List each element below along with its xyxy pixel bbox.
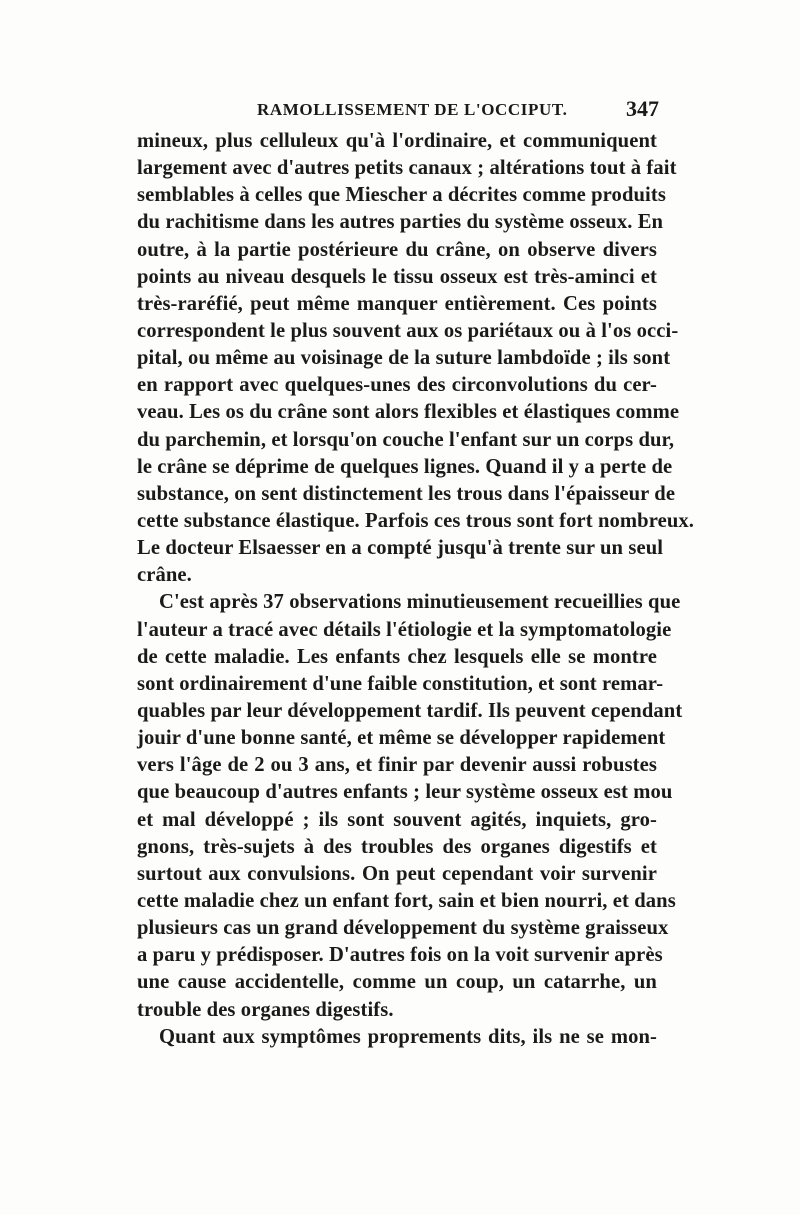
text-line: cette substance élastique. Parfois ces trous sont fort nombreux. [137, 509, 695, 532]
text-line: a paru y prédisposer. D'autres fois on la voit survenir après [137, 944, 663, 967]
text-line: plusieurs cas un grand développement du système graisseux [137, 917, 669, 940]
text-line: que beaucoup d'autres enfants ; leur système osseux est mou [137, 781, 673, 804]
text-line: cette maladie chez un enfant fort, sain et bien nourri, et dans [137, 889, 676, 912]
text-line: pital, ou même au voisinage de la suture lambdoïde ; ils sont [137, 347, 671, 370]
text-line: sont ordinairement d'une faible constitution, et sont remar- [137, 672, 664, 695]
text-line: largement avec d'autres petits canaux ; altérations tout à fait [137, 157, 677, 180]
text-line: du parchemin, et lorsqu'on couche l'enfant sur un corps dur, [137, 428, 675, 451]
running-title: RAMOLLISSEMENT DE L'OCCIPUT. [257, 100, 568, 119]
text-line: en rapport avec quelques-unes des circonvolutions du cer- [137, 374, 657, 397]
text-line: gnons, très-sujets à des troubles des organes digestifs et [137, 835, 657, 858]
text-line: quables par leur développement tardif. Ils peuvent cependant [137, 699, 683, 722]
text-line: mineux, plus celluleux qu'à l'ordinaire, et communiquent [137, 130, 657, 152]
text-line: et mal développé ; ils sont souvent agités, inquiets, gro- [137, 808, 657, 831]
page-number: 347 [626, 96, 659, 121]
text-line: vers l'âge de 2 ou 3 ans, et finir par devenir aussi robustes [137, 754, 657, 777]
paragraph-start-line: Quant aux symptômes proprements dits, ils ne se mon- [159, 1025, 657, 1048]
text-line: trouble des organes digestifs. [137, 998, 394, 1021]
text-line: du rachitisme dans les autres parties du système osseux. En [137, 211, 664, 234]
text-line: de cette maladie. Les enfants chez lesquels elle se montre [137, 645, 657, 668]
text-line: semblables à celles que Miescher a décrites comme produits [137, 184, 666, 207]
text-line: le crâne se déprime de quelques lignes. Quand il y a perte de [137, 455, 673, 478]
text-line: veau. Les os du crâne sont alors flexibles et élastiques comme [137, 401, 680, 424]
text-line: surtout aux convulsions. On peut cependant voir survenir [137, 862, 657, 885]
text-line: points au niveau desquels le tissu osseux est très-aminci et [137, 265, 657, 288]
paragraph-start-line: C'est après 37 observations minutieusement recueillies que [159, 591, 681, 614]
text-line: très-raréfié, peut même manquer entièrement. Ces points [137, 292, 657, 315]
body-text [137, 128, 695, 1051]
text-line: correspondent le plus souvent aux os pariétaux ou à l'os occi- [137, 319, 679, 342]
text-line: l'auteur a tracé avec détails l'étiologie et la symptomatologie [137, 618, 672, 641]
text-line: outre, à la partie postérieure du crâne, on observe divers [137, 238, 657, 261]
text-line: crâne. [137, 564, 192, 587]
text-line: Le docteur Elsaesser en a compté jusqu'à trente sur un seul [137, 537, 664, 560]
text-line: une cause accidentelle, comme un coup, un catarrhe, un [137, 971, 657, 994]
running-head [137, 96, 669, 126]
text-line: jouir d'une bonne santé, et même se développer rapidement [137, 727, 666, 750]
text-line: substance, on sent distinctement les trous dans l'épaisseur de [137, 482, 676, 505]
